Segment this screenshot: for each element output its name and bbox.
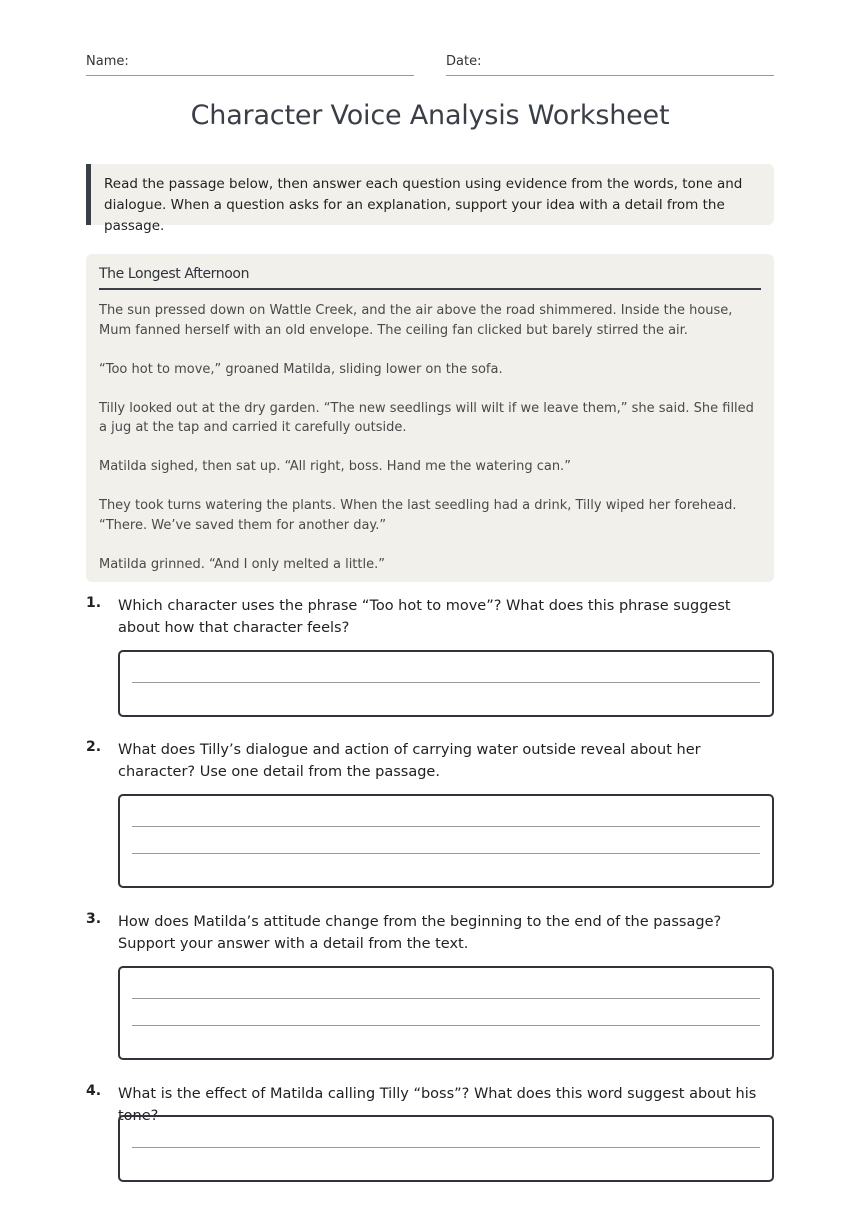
answer-box-4[interactable] xyxy=(118,1115,774,1182)
passage-paragraph: “Too hot to move,” groaned Matilda, sliding lower on the sofa. xyxy=(99,361,503,377)
question-number: 3. xyxy=(86,911,102,927)
passage-paragraph: The sun pressed down on Wattle Creek, and the air above the road shimmered. Inside the house, Mum fanned herself with an old envelope. The ceiling fan clicked but barely stirred the air. xyxy=(99,303,733,338)
answer-line xyxy=(132,1025,760,1026)
answer-line xyxy=(132,682,760,683)
passage-paragraph: Tilly looked out at the dry garden. “The new seedlings will wilt if we leave them,” she said. She filled a jug at the tap and carried it carefully outside. xyxy=(99,400,754,435)
question-number: 1. xyxy=(86,595,102,611)
passage-paragraph: Matilda sighed, then sat up. “All right, boss. Hand me the watering can.” xyxy=(99,459,571,474)
instructions-box: Read the passage below, then answer each question using evidence from the words, tone and dialogue. When a question asks for an explanation, support your idea with a detail from the passage. xyxy=(86,164,774,225)
answer-box-1[interactable] xyxy=(118,650,774,717)
passage-paragraph: Matilda grinned. “And I only melted a little.” xyxy=(99,556,385,572)
answer-line xyxy=(132,1147,760,1148)
question-text: What does Tilly’s dialogue and action of carrying water outside reveal about her character? Use one detail from the passage. xyxy=(118,742,701,780)
answer-line xyxy=(132,826,760,827)
name-label: Name: xyxy=(86,54,129,69)
question-text: How does Matilda’s attitude change from the beginning to the end of the passage? Support your answer with a detail from the text. xyxy=(118,914,722,952)
student-info-fields xyxy=(86,54,774,76)
passage-title: The Longest Afternoon xyxy=(99,266,761,290)
question-number: 4. xyxy=(86,1083,102,1099)
question-text: What is the effect of Matilda calling Tilly “boss”? What does this word suggest about his tone? xyxy=(118,1086,757,1124)
date-field[interactable] xyxy=(446,54,774,76)
name-field[interactable] xyxy=(86,54,414,76)
answer-box-2[interactable] xyxy=(118,794,774,888)
question-number: 2. xyxy=(86,739,102,755)
passage-text xyxy=(99,301,761,574)
page-title: Character Voice Analysis Worksheet xyxy=(190,100,670,131)
passage-paragraph: They took turns watering the plants. When the last seedling had a drink, Tilly wiped her forehead. “There. We’ve saved them for another day.” xyxy=(99,498,737,533)
answer-box-3[interactable] xyxy=(118,966,774,1060)
question-text: Which character uses the phrase “Too hot to move”? What does this phrase suggest about how that character feels? xyxy=(118,598,731,636)
answer-line xyxy=(132,998,760,999)
passage-box xyxy=(86,254,774,582)
answer-line xyxy=(132,853,760,854)
date-label: Date: xyxy=(446,54,482,69)
